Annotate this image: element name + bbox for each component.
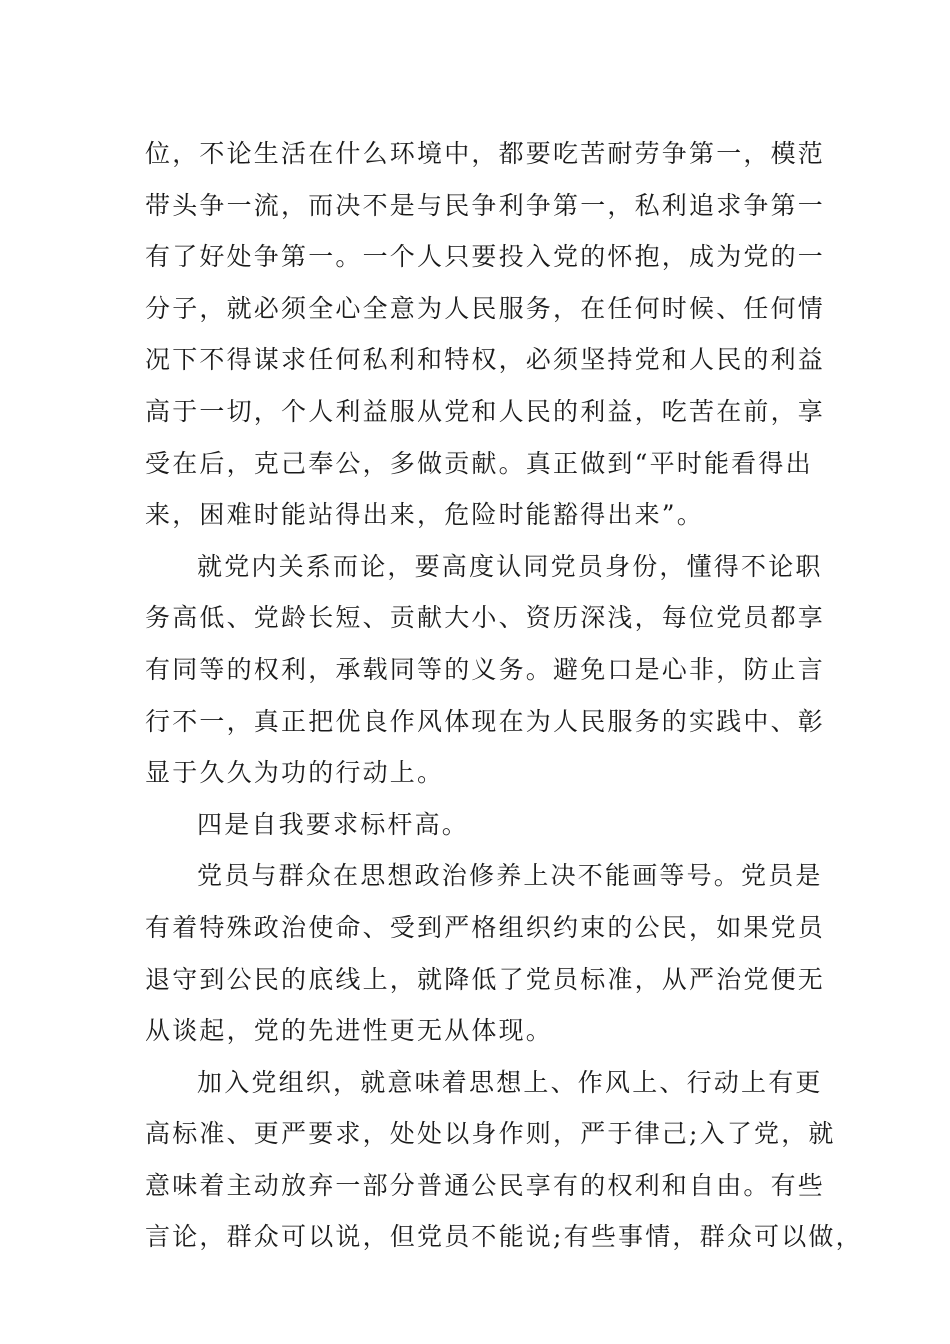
text-line: 位，不论生活在什么环境中，都要吃苦耐劳争第一，模范: [145, 139, 826, 168]
text-line: 高标准、更严要求，处处以身作则，严于律己;入了党，就: [145, 1119, 836, 1149]
text-line: 高于一切，个人利益服从党和人民的利益，吃苦在前，享: [145, 396, 826, 426]
text-line: 显于久久为功的行动上。: [145, 758, 445, 788]
text-line: 退守到公民的底线上，就降低了党员标准，从严治党便无: [145, 964, 826, 994]
text-line: 有着特殊政治使命、受到严格组织约束的公民，如果党员: [145, 912, 826, 942]
text-line: 受在后，克己奉公，多做贡献。真正做到“平时能看得出: [145, 448, 813, 478]
text-line: 况下不得谋求任何私利和特权，必须坚持党和人民的利益: [145, 345, 826, 375]
text-line: 有同等的权利，承载同等的义务。避免口是心非，防止言: [145, 654, 826, 684]
text-line: 来，困难时能站得出来，危险时能豁得出来”。: [145, 500, 704, 530]
text-line: 意味着主动放弃一部分普通公民享有的权利和自由。有些: [145, 1170, 826, 1200]
text-line: 有了好处争第一。一个人只要投入党的怀抱，成为党的一: [145, 242, 826, 272]
paragraph-first-line: 就党内关系而论，要高度认同党员身份，懂得不论职: [197, 551, 823, 581]
text-line: 带头争一流，而决不是与民争利争第一，私利追求争第一: [145, 190, 826, 220]
text-line: 分子，就必须全心全意为人民服务，在任何时候、任何情: [145, 293, 826, 323]
paragraph-first-line: 加入党组织，就意味着思想上、作风上、行动上有更: [197, 1067, 823, 1097]
text-line: 务高低、党龄长短、贡献大小、资历深浅，每位党员都享: [145, 603, 826, 633]
document-body: [145, 128, 863, 1263]
text-line: 言论，群众可以说，但党员不能说;有些事情，群众可以做，: [145, 1222, 863, 1252]
text-line: 行不一，真正把优良作风体现在为人民服务的实践中、彰: [145, 706, 826, 736]
text-line: 从谈起，党的先进性更无从体现。: [145, 1016, 554, 1046]
section-heading: 四是自我要求标杆高。: [197, 809, 470, 839]
paragraph-first-line: 党员与群众在思想政治修养上决不能画等号。党员是: [197, 861, 823, 891]
